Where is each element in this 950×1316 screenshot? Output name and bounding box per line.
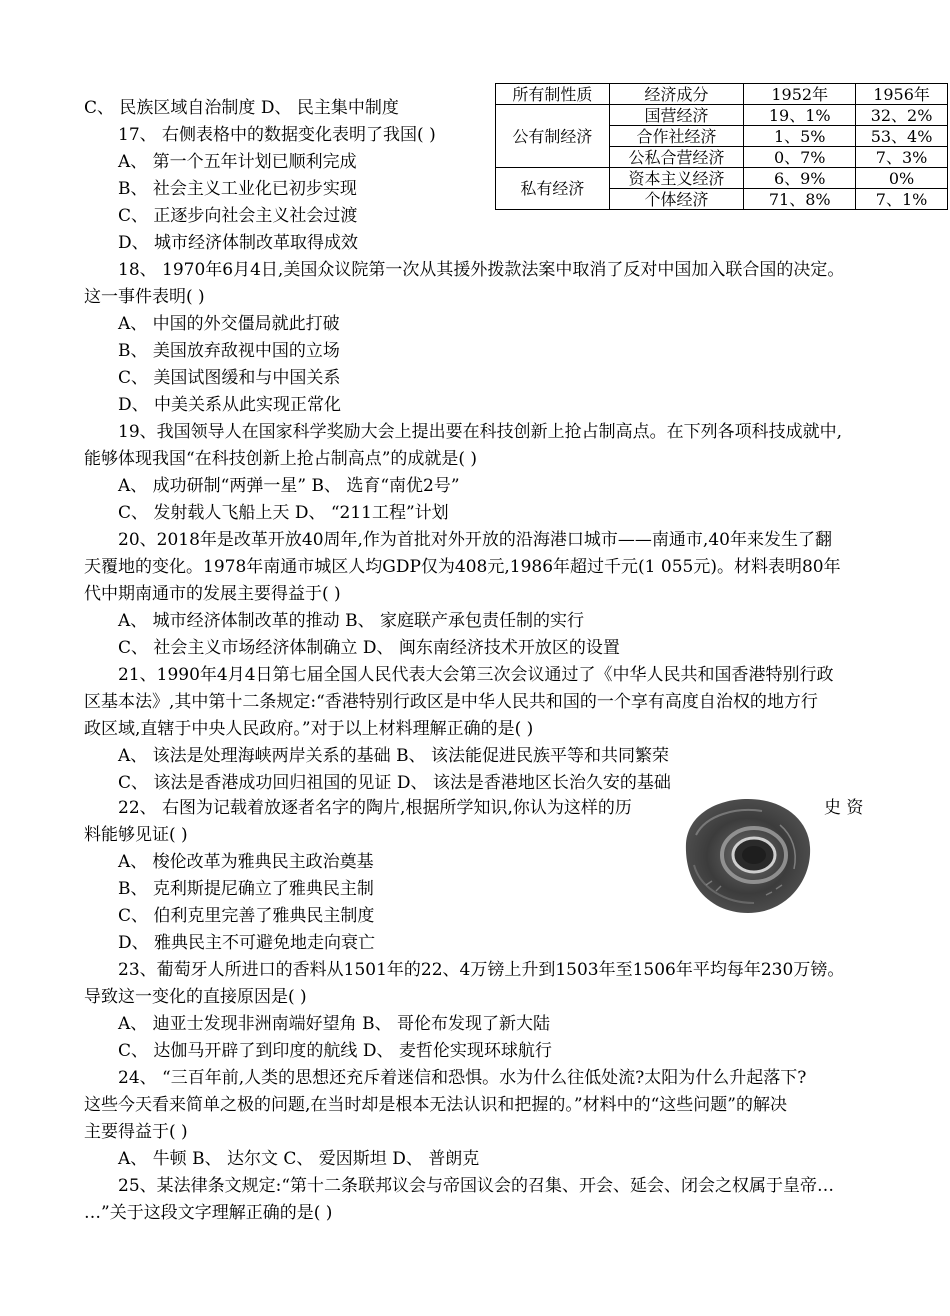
table-cell: 公私合营经济 [609, 147, 744, 168]
table-cell: 合作社经济 [609, 126, 744, 147]
question-18-option-d: D、 中美关系从此实现正常化 [118, 395, 342, 415]
question-17-option-d: D、 城市经济体制改革取得成效 [118, 233, 359, 253]
question-23-stem: 23、葡萄牙人所进口的香料从1501年的22、4万镑上升到1503年至1506年平均每年230万镑。 [118, 960, 845, 980]
table-cell: 国营经济 [609, 105, 744, 126]
table-cell: 个体经济 [609, 189, 744, 210]
table-cell: 6、9% [744, 168, 856, 189]
question-20-option-cd: C、 社会主义市场经济体制确立 D、 闽东南经济技术开放区的设置 [118, 638, 620, 658]
question-20-stem-cont: 天覆地的变化。1978年南通市城区人均GDP仅为408元,1986年超过千元(1 055元)。材料表明80年 [84, 557, 841, 577]
question-23-option-ab: A、 迪亚士发现非洲南端好望角 B、 哥伦布发现了新大陆 [118, 1014, 550, 1034]
question-19-stem-cont: 能够体现我国“在科技创新上抢占制高点”的成就是( ) [84, 449, 478, 469]
table-header-cell: 所有制性质 [496, 84, 610, 105]
table-row [496, 84, 948, 105]
question-19-option-ab: A、 成功研制“两弹一星” B、 选育“南优2号” [118, 476, 460, 496]
table-row [496, 168, 948, 189]
question-18-option-b: B、 美国放弃敌视中国的立场 [118, 341, 340, 361]
question-18-stem-cont: 这一事件表明( ) [84, 287, 205, 307]
table-cell: 53、4% [856, 126, 948, 147]
table-cell: 1、5% [744, 126, 856, 147]
question-22-stem: 22、 右图为记载着放逐者名字的陶片,根据所学知识,你认为这样的历 [118, 798, 632, 818]
question-24-stem: 24、 “三百年前,人类的思想还充斥着迷信和恐惧。水为什么往低处流?太阳为什么升起落下? [118, 1068, 807, 1088]
question-24-stem-cont: 主要得益于( ) [84, 1122, 188, 1142]
question-19-stem: 19、我国领导人在国家科学奖励大会上提出要在科技创新上抢占制高点。在下列各项科技成就中, [118, 422, 843, 442]
question-22-option-b: B、 克利斯提尼确立了雅典民主制 [118, 879, 374, 899]
question-20-stem-cont: 代中期南通市的发展主要得益于( ) [84, 584, 341, 604]
question-20-stem: 20、2018年是改革开放40周年,作为首批对外开放的沿海港口城市——南通市,40年来发生了翻 [118, 530, 832, 550]
question-18-stem: 18、 1970年6月4日,美国众议院第一次从其援外拨款法案中取消了反对中国加入联合国的决定。 [118, 260, 845, 280]
table-group-cell: 私有经济 [496, 168, 610, 210]
question-25-stem-cont: …”关于这段文字理解正确的是( ) [84, 1203, 333, 1223]
question-17-stem: 17、 右侧表格中的数据变化表明了我国( ) [118, 125, 436, 145]
table-group-cell: 公有制经济 [496, 105, 610, 168]
question-18-option-a: A、 中国的外交僵局就此打破 [118, 314, 340, 334]
table-cell: 0、7% [744, 147, 856, 168]
question-21-stem: 21、1990年4月4日第七届全国人民代表大会第三次会议通过了《中华人民共和国香港特别行政 [118, 665, 834, 685]
question-24-options: A、 牛顿 B、 达尔文 C、 爱因斯坦 D、 普朗克 [118, 1149, 480, 1169]
question-17-option-a: A、 第一个五年计划已顺利完成 [118, 152, 357, 172]
economy-composition-table [495, 83, 948, 210]
question-21-stem-cont: 政区域,直辖于中央人民政府。”对于以上材料理解正确的是( ) [84, 719, 534, 739]
question-21-stem-cont: 区基本法》,其中第十二条规定:“香港特别行政区是中华人民共和国的一个享有高度自治权的地方行 [84, 692, 818, 712]
question-19-option-cd: C、 发射载人飞船上天 D、 “211工程”计划 [118, 503, 449, 523]
question-23-option-cd: C、 达伽马开辟了到印度的航线 D、 麦哲伦实现环球航行 [118, 1041, 552, 1061]
table-cell: 19、1% [744, 105, 856, 126]
table-cell: 7、3% [856, 147, 948, 168]
table-header-cell: 1956年 [856, 84, 948, 105]
table-cell: 7、1% [856, 189, 948, 210]
table-cell: 71、8% [744, 189, 856, 210]
table-cell: 资本主义经济 [609, 168, 744, 189]
question-18-option-c: C、 美国试图缓和与中国关系 [118, 368, 341, 388]
question-23-stem-cont: 导致这一变化的直接原因是( ) [84, 987, 307, 1007]
question-22-stem-cont: 料能够见证( ) [84, 825, 188, 845]
question-22-option-a: A、 梭伦改革为雅典民主政治奠基 [118, 852, 374, 872]
question-17-option-c: C、 正逐步向社会主义社会过渡 [118, 206, 358, 226]
question-25-stem: 25、某法律条文规定:“第十二条联邦议会与帝国议会的召集、开会、延会、闭会之权属于皇帝… [118, 1176, 835, 1196]
table-cell: 0% [856, 168, 948, 189]
question-21-option-ab: A、 该法是处理海峡两岸关系的基础 B、 该法能促进民族平等和共同繁荣 [118, 746, 669, 766]
question-17-option-b: B、 社会主义工业化已初步实现 [118, 179, 357, 199]
pottery-shard-image [676, 795, 814, 917]
question-21-option-cd: C、 该法是香港成功回归祖国的见证 D、 该法是香港地区长治久安的基础 [118, 773, 671, 793]
table-header-cell: 经济成分 [609, 84, 744, 105]
question-20-option-ab: A、 城市经济体制改革的推动 B、 家庭联产承包责任制的实行 [118, 611, 584, 631]
question-22-option-c: C、 伯利克里完善了雅典民主制度 [118, 906, 375, 926]
table-header-cell: 1952年 [744, 84, 856, 105]
table-row [496, 105, 948, 126]
table-cell: 32、2% [856, 105, 948, 126]
question-24-stem-cont: 这些今天看来简单之极的问题,在当时却是根本无法认识和把握的。”材料中的“这些问题”的解决 [84, 1095, 787, 1115]
question-16-option-cd: C、 民族区域自治制度 D、 民主集中制度 [84, 98, 399, 118]
question-22-option-d: D、 雅典民主不可避免地走向衰亡 [118, 933, 376, 953]
question-22-stem-tail: 史 资 [824, 798, 864, 818]
